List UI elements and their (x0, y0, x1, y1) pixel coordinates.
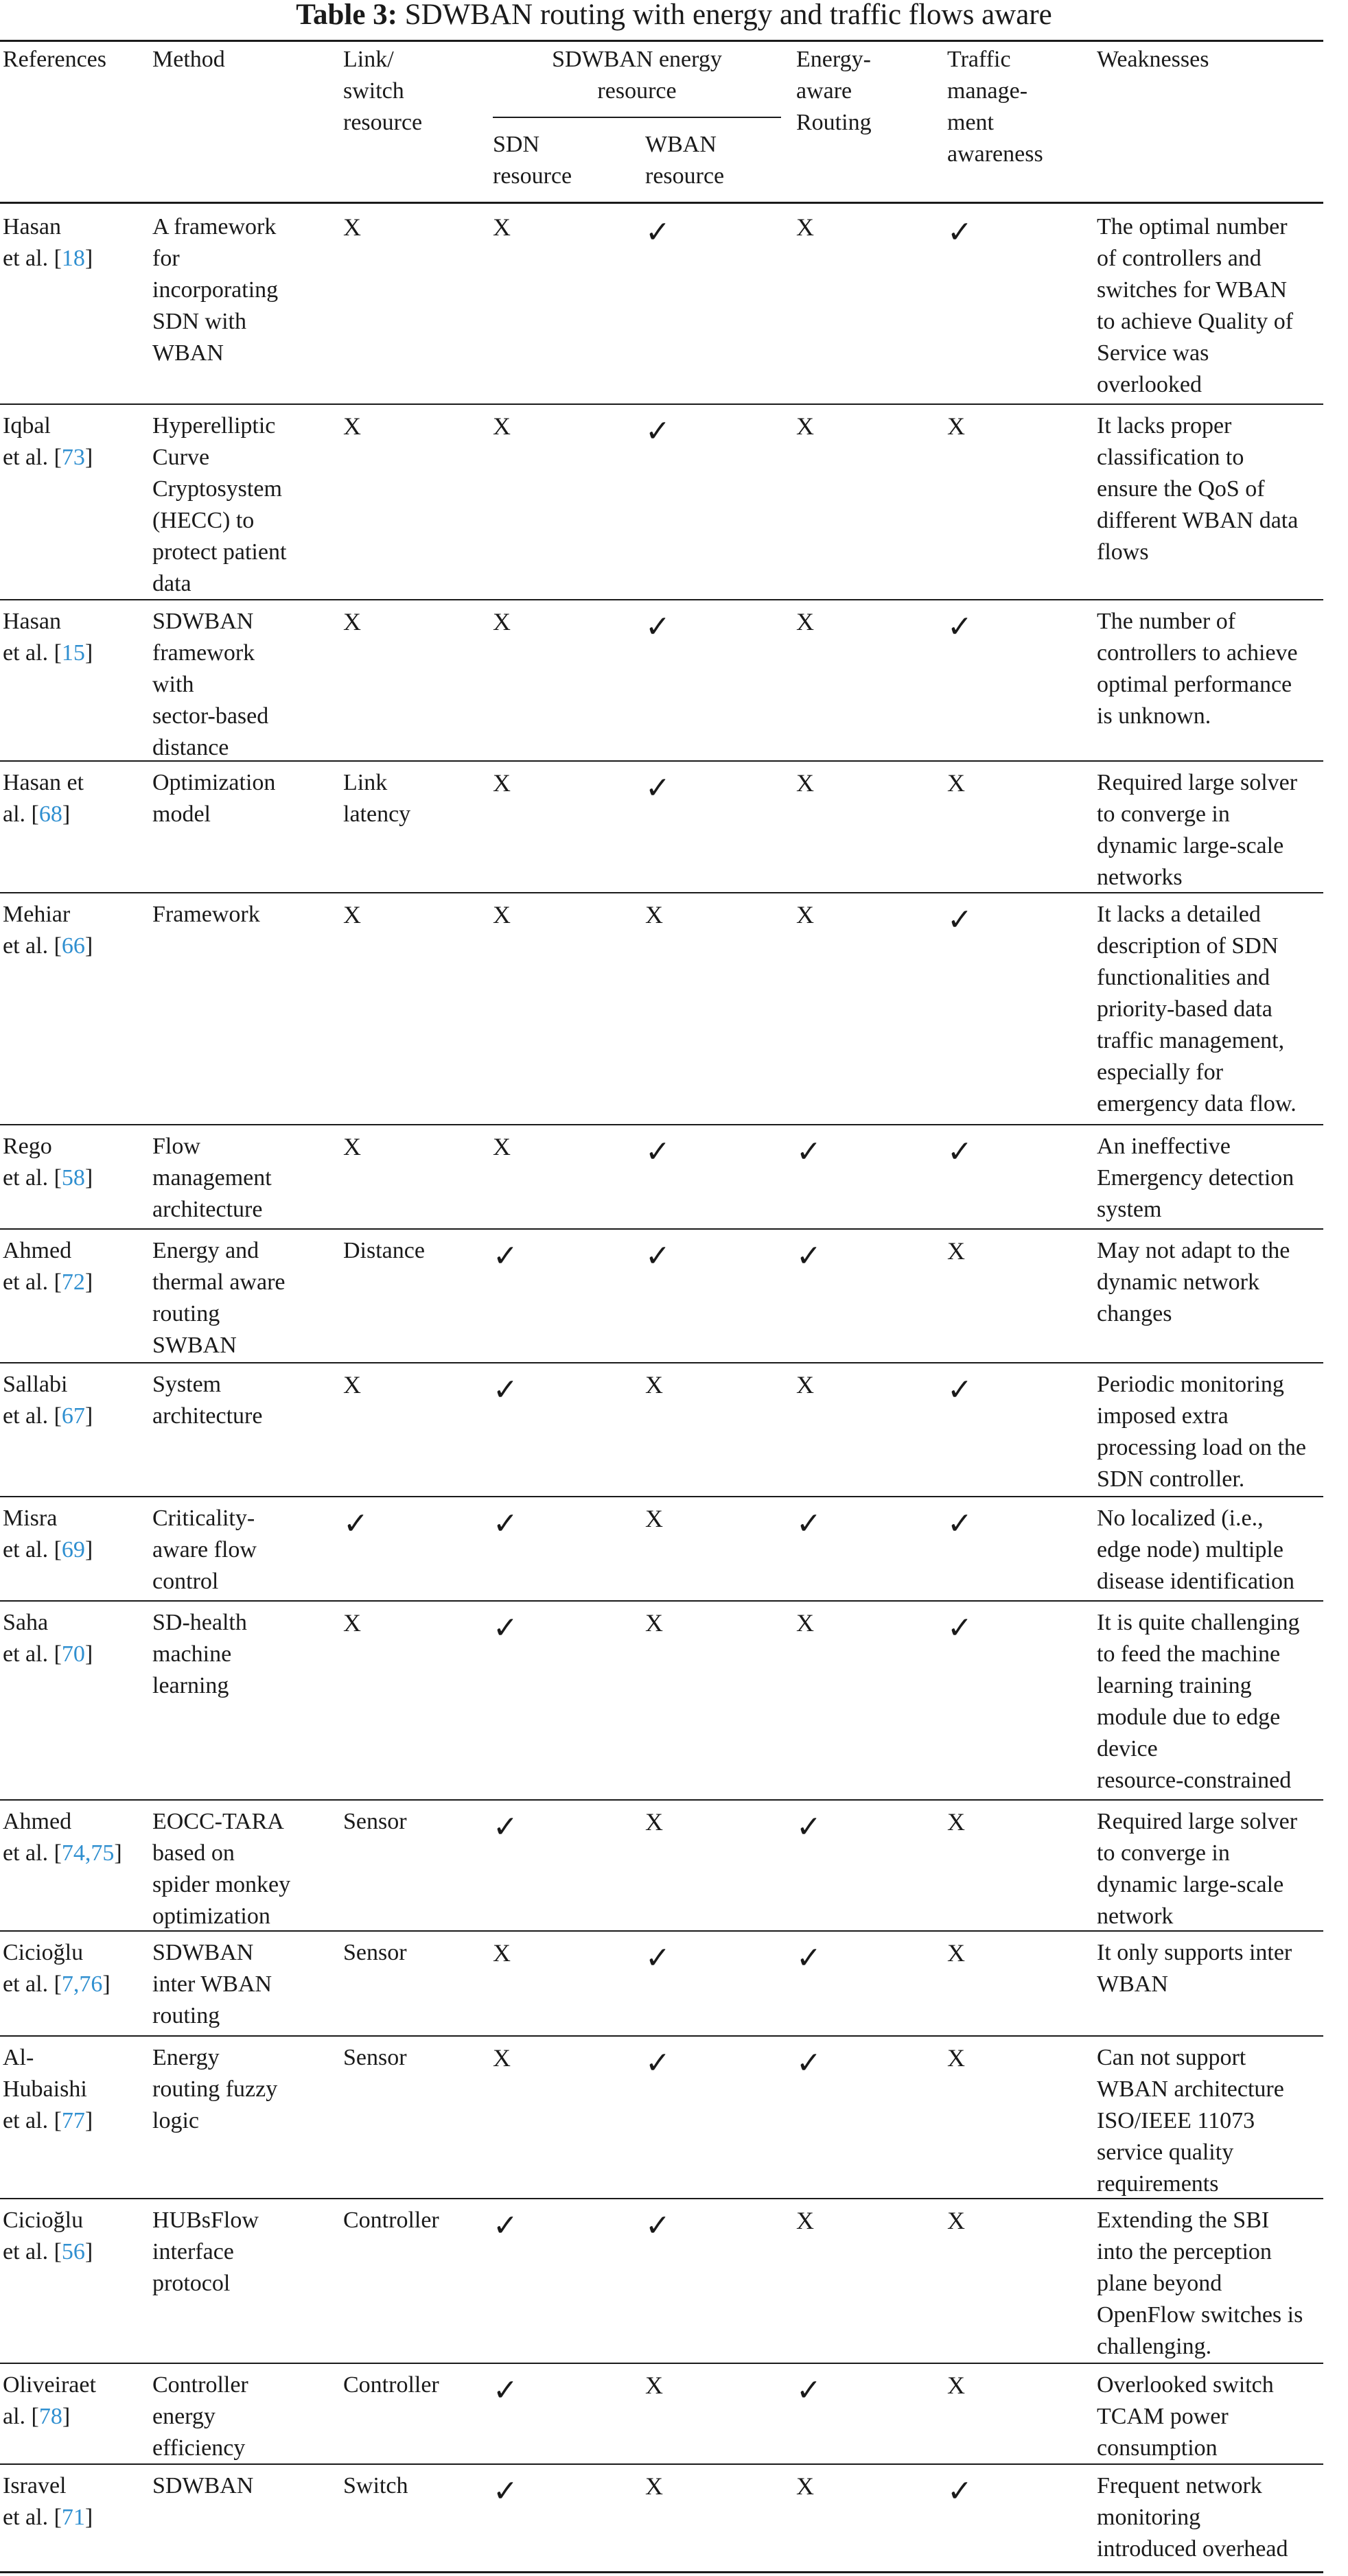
cell-energy-routing: ✓ (796, 2374, 822, 2407)
citation-link[interactable]: 56 (61, 2239, 85, 2264)
cell-link-switch: X (343, 412, 361, 440)
table-bottom-rule (0, 2571, 1323, 2573)
row-divider (0, 1600, 1323, 1602)
cell-weakness: Extending the SBI into the perception plane beyond OpenFlow switches is challenging. (1097, 2208, 1303, 2359)
cell-traffic: ✓ (947, 215, 973, 249)
cell-traffic: X (947, 2044, 965, 2072)
reference-close-bracket: ] (84, 445, 93, 470)
cell-wban: X (645, 2472, 663, 2500)
citation-link[interactable]: 15 (61, 640, 85, 666)
cell-reference (3, 2369, 96, 2433)
row-divider (0, 2198, 1323, 2199)
cell-traffic: X (947, 2207, 965, 2234)
cell-reference (3, 1806, 122, 1869)
cell-link-switch: Sensor (343, 1809, 407, 1834)
cell-reference (3, 899, 93, 962)
row-divider (0, 1228, 1323, 1230)
cell-method: Framework (152, 902, 260, 927)
reference-close-bracket: ] (84, 1269, 93, 1295)
cell-wban: X (645, 1505, 663, 1532)
cell-traffic: X (947, 2372, 965, 2399)
cell-reference (3, 1235, 93, 1298)
citation-link[interactable]: 74,75 (61, 1840, 115, 1866)
citation-link[interactable]: 69 (61, 1537, 85, 1562)
cell-method: HUBsFlow interface protocol (152, 2208, 259, 2296)
cell-traffic: ✓ (947, 1135, 973, 1169)
cell-weakness: The number of controllers to achieve optimal performance is unknown. (1097, 609, 1298, 729)
cell-sdn: X (493, 769, 511, 797)
header-weaknesses: Weaknesses (1097, 47, 1209, 72)
reference-close-bracket: ] (84, 933, 93, 959)
reference-close-bracket: ] (84, 1641, 93, 1667)
cell-weakness: May not adapt to the dynamic network changes (1097, 1238, 1290, 1326)
cell-wban: X (645, 1808, 663, 1836)
cell-wban: ✓ (645, 215, 671, 249)
cell-reference (3, 410, 93, 473)
cell-wban: X (645, 1609, 663, 1637)
cell-energy-routing: X (796, 2207, 814, 2234)
cell-energy-routing: ✓ (796, 2046, 822, 2080)
header-wban: WBAN resource (645, 132, 725, 189)
cell-sdn: ✓ (493, 1611, 518, 1645)
reference-close-bracket: ] (84, 640, 93, 666)
cell-energy-routing: X (796, 412, 814, 440)
cell-link-switch: X (343, 901, 361, 928)
cell-energy-routing: X (796, 2472, 814, 2500)
cell-weakness: Required large solver to converge in dynamic large-scale network (1097, 1809, 1298, 1929)
cell-traffic: X (947, 1237, 965, 1265)
cell-sdn: X (493, 608, 511, 635)
table-top-rule (0, 40, 1323, 42)
citation-link[interactable]: 71 (61, 2505, 85, 2530)
cell-link-switch: Controller (343, 2208, 439, 2233)
reference-close-bracket: ] (84, 2505, 93, 2530)
cell-weakness: It lacks a detailed description of SDN functionalities and priority-based data traffic management, especially for emergency data flow. (1097, 902, 1297, 1116)
header-link-switch: Link/ switch resource (343, 47, 423, 135)
cell-traffic: X (947, 769, 965, 797)
cell-wban: ✓ (645, 414, 671, 448)
reference-text: Cicioğlu et al. [ (3, 1940, 84, 1997)
cell-method: SDWBAN framework with sector-based distance (152, 609, 269, 760)
cell-traffic: ✓ (947, 1507, 973, 1541)
table-caption-title: SDWBAN routing with energy and traffic flows aware (404, 0, 1052, 31)
cell-reference (3, 1503, 93, 1566)
cell-sdn: X (493, 412, 511, 440)
cell-energy-routing: X (796, 1609, 814, 1637)
citation-link[interactable]: 18 (61, 246, 85, 271)
cell-wban: ✓ (645, 1239, 671, 1273)
cell-link-switch: Switch (343, 2473, 408, 2498)
cell-link-switch: X (343, 1371, 361, 1398)
cell-weakness: Overlooked switch TCAM power consumption (1097, 2372, 1274, 2461)
cell-wban: X (645, 901, 663, 928)
reference-close-bracket: ] (84, 1537, 93, 1562)
cell-method: SD-health machine learning (152, 1610, 247, 1698)
cell-energy-routing: X (796, 608, 814, 635)
cell-method: SDWBAN (152, 2473, 254, 2498)
cell-link-switch: X (343, 1133, 361, 1160)
cell-traffic: ✓ (947, 1373, 973, 1407)
cell-wban: ✓ (645, 2209, 671, 2243)
table-caption (0, 0, 1348, 40)
cell-method: Flow management architecture (152, 1134, 272, 1222)
cell-sdn: ✓ (493, 2474, 518, 2508)
row-divider (0, 599, 1323, 600)
cell-energy-routing: ✓ (796, 1507, 822, 1541)
reference-close-bracket: ] (84, 1403, 93, 1429)
cell-link-switch: ✓ (343, 1507, 369, 1541)
reference-close-bracket: ] (84, 2108, 93, 2133)
cell-link-switch: Distance (343, 1238, 425, 1263)
cell-method: Optimization model (152, 770, 276, 827)
cell-method: Energy routing fuzzy logic (152, 2045, 278, 2133)
row-divider (0, 403, 1323, 405)
cell-weakness: The optimal number of controllers and switches for WBAN to achieve Quality of Service was overlooked (1097, 214, 1294, 397)
cell-sdn: ✓ (493, 1373, 518, 1407)
citation-link[interactable]: 77 (61, 2108, 85, 2133)
cell-method: EOCC-TARA based on spider monkey optimization (152, 1809, 291, 1929)
cell-sdn: ✓ (493, 1239, 518, 1273)
reference-close-bracket: ] (84, 2239, 93, 2264)
cell-weakness: It only supports inter WBAN (1097, 1940, 1292, 1997)
cell-link-switch: X (343, 1609, 361, 1637)
reference-text: Hasan et al. [ (3, 214, 62, 271)
row-divider (0, 1362, 1323, 1363)
header-energy-routing: Energy- aware Routing (796, 47, 872, 135)
reference-close-bracket: ] (62, 801, 71, 827)
reference-text: Hasan et al. [ (3, 609, 62, 666)
cell-traffic: ✓ (947, 1611, 973, 1645)
cell-sdn: X (493, 213, 511, 241)
cell-traffic: ✓ (947, 2474, 973, 2508)
cell-energy-routing: ✓ (796, 1239, 822, 1273)
cell-energy-routing: X (796, 901, 814, 928)
cell-link-switch: Sensor (343, 1940, 407, 1965)
cell-weakness: Required large solver to converge in dynamic large-scale networks (1097, 770, 1298, 890)
cell-wban: ✓ (645, 2046, 671, 2080)
cell-reference (3, 2470, 93, 2533)
cell-link-switch: Link latency (343, 770, 411, 827)
cell-wban: ✓ (645, 610, 671, 644)
cell-method: SDWBAN inter WBAN routing (152, 1940, 272, 2028)
header-traffic: Traffic manage- ment awareness (947, 47, 1043, 167)
cell-method: Controller energy efficiency (152, 2372, 248, 2461)
cell-reference (3, 1369, 93, 1432)
citation-link[interactable]: 70 (61, 1641, 85, 1667)
cell-weakness: No localized (i.e., edge node) multiple disease identification (1097, 1506, 1294, 1594)
reference-text: Hasan et al. [ (3, 770, 84, 827)
cell-sdn: ✓ (493, 2374, 518, 2407)
reference-text: Rego et al. [ (3, 1134, 62, 1191)
cell-reference (3, 606, 93, 669)
citation-link[interactable]: 73 (61, 445, 85, 470)
header-method: Method (152, 47, 225, 72)
cell-sdn: ✓ (493, 1810, 518, 1844)
cell-wban: ✓ (645, 1941, 671, 1975)
reference-close-bracket: ] (102, 1971, 111, 1997)
cell-traffic: X (947, 1939, 965, 1967)
reference-close-bracket: ] (114, 1840, 122, 1866)
header-bottom-rule (0, 202, 1323, 204)
cell-method: A framework for incorporating SDN with WBAN (152, 214, 279, 366)
cell-link-switch: Controller (343, 2372, 439, 2398)
cell-sdn: X (493, 1133, 511, 1160)
cell-link-switch: X (343, 213, 361, 241)
cell-traffic: ✓ (947, 903, 973, 937)
cell-reference (3, 1131, 93, 1194)
header-group-rule (493, 117, 781, 118)
cell-energy-routing: X (796, 1371, 814, 1398)
header-references: References (3, 47, 107, 72)
reference-close-bracket: ] (84, 246, 93, 271)
cell-weakness: Frequent network monitoring introduced overhead (1097, 2473, 1288, 2562)
cell-wban: X (645, 2372, 663, 2399)
reference-text: Saha et al. [ (3, 1610, 62, 1667)
cell-energy-routing: X (796, 769, 814, 797)
cell-weakness: Periodic monitoring imposed extra processing load on the SDN controller. (1097, 1372, 1306, 1492)
cell-wban: ✓ (645, 771, 671, 805)
row-divider (0, 760, 1323, 762)
cell-method: System architecture (152, 1372, 263, 1429)
reference-text: Sallabi et al. [ (3, 1372, 68, 1429)
cell-method: Hyperelliptic Curve Cryptosystem (HECC) to protect patient data (152, 413, 287, 596)
cell-reference (3, 2042, 93, 2137)
reference-text: Cicioğlu et al. [ (3, 2208, 84, 2264)
cell-sdn: X (493, 901, 511, 928)
row-divider (0, 1496, 1323, 1497)
cell-wban: ✓ (645, 1135, 671, 1169)
reference-text: Isravel et al. [ (3, 2473, 67, 2530)
cell-energy-routing: ✓ (796, 1941, 822, 1975)
cell-traffic: ✓ (947, 610, 973, 644)
citation-link[interactable]: 78 (38, 2404, 62, 2429)
reference-text: Ahmed et al. [ (3, 1238, 72, 1295)
cell-sdn: ✓ (493, 1507, 518, 1541)
cell-sdn: X (493, 1939, 511, 1967)
reference-text: Misra et al. [ (3, 1506, 62, 1562)
cell-method: Criticality- aware flow control (152, 1506, 257, 1594)
row-divider (0, 1124, 1323, 1125)
header-sdn: SDN resource (493, 132, 572, 189)
citation-link[interactable]: 58 (61, 1165, 85, 1191)
cell-reference (3, 2205, 93, 2268)
cell-reference (3, 211, 93, 274)
row-divider (0, 1799, 1323, 1801)
citation-link[interactable]: 66 (61, 933, 85, 959)
cell-reference (3, 767, 84, 830)
reference-text: Ahmed et al. [ (3, 1809, 72, 1866)
reference-text: Al- Hubaishi et al. [ (3, 2045, 87, 2133)
reference-close-bracket: ] (84, 1165, 93, 1191)
cell-energy-routing: ✓ (796, 1135, 822, 1169)
cell-reference (3, 1607, 93, 1670)
cell-link-switch: X (343, 608, 361, 635)
citation-link[interactable]: 72 (61, 1269, 85, 1295)
cell-weakness: Can not support WBAN architecture ISO/IEEE 11073 service quality requirements (1097, 2045, 1284, 2197)
row-divider (0, 2035, 1323, 2037)
row-divider (0, 2363, 1323, 2364)
table-caption-label: Table 3: (296, 0, 397, 31)
cell-weakness: An ineffective Emergency detection system (1097, 1134, 1294, 1222)
cell-sdn: ✓ (493, 2209, 518, 2243)
reference-close-bracket: ] (62, 2404, 71, 2429)
row-divider (0, 2463, 1323, 2465)
citation-link[interactable]: 67 (61, 1403, 85, 1429)
row-divider (0, 1930, 1323, 1932)
cell-reference (3, 1937, 111, 2000)
cell-method: Energy and thermal aware routing SWBAN (152, 1238, 286, 1358)
cell-traffic: X (947, 1808, 965, 1836)
cell-traffic: X (947, 412, 965, 440)
reference-text: Oliveiraet al. [ (3, 2372, 96, 2429)
cell-sdn: X (493, 2044, 511, 2072)
reference-text: Mehiar et al. [ (3, 902, 71, 959)
citation-link[interactable]: 68 (38, 801, 62, 827)
cell-weakness: It lacks proper classification to ensure the QoS of different WBAN data flows (1097, 413, 1299, 565)
cell-energy-routing: X (796, 213, 814, 241)
row-divider (0, 892, 1323, 893)
header-energy-group: SDWBAN energy resource (552, 47, 722, 104)
citation-link[interactable]: 7,76 (61, 1971, 103, 1997)
cell-energy-routing: ✓ (796, 1810, 822, 1844)
cell-link-switch: Sensor (343, 2045, 407, 2070)
cell-wban: X (645, 1371, 663, 1398)
reference-text: Iqbal et al. [ (3, 413, 62, 470)
cell-weakness: It is quite challenging to feed the machine learning training module due to edge device resource-constrained (1097, 1610, 1300, 1793)
